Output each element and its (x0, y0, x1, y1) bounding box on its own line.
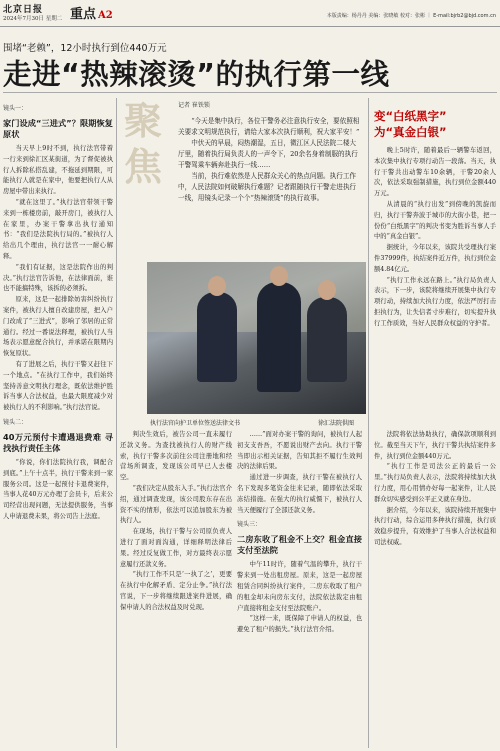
photo-figure (257, 282, 301, 392)
column-2 (120, 430, 232, 750)
sidebar-title-line: 为“真金白银” (374, 125, 447, 139)
lead-paragraph: 当前，执行难依然是人民群众关心的热点问题。执行工作中，人民法院如何破解执行难题？记者跟随执行干警走进执行一线，用镜头记录一个个“热辣滚烫”的执行故事。 (178, 172, 357, 202)
column-3 (237, 430, 362, 750)
scene-2-heading (3, 417, 113, 454)
editor-credits: 本版责编：杨丹丹 美编：张晓敏 校对：张彬 ｜ E-mail:bjrb2@bjd.com.cn (326, 13, 496, 19)
paragraph: “就在这里了。”执行法官带领干警来到一栋楼房前，敲开房门，被执行人在家里，办案干警拿出执行通知书：“我们是法院执行局的。”被执行人给出几个理由，执行法官一一耐心解释。 (3, 198, 113, 260)
column-divider (116, 98, 117, 748)
paragraph: 判决生效后，被告公司一直未履行还款义务。为查找被执行人的财产线索，执行干警多次前往公司注册地和经营场所调查，发现该公司早已人去楼空。 (120, 431, 232, 482)
paragraph: 通过进一步调查，执行干警在被执行人名下发现多笔资金往来记录，随即依法采取冻结措施。在强大的执行威慑下，被执行人当天便履行了全部还款义务。 (237, 474, 362, 514)
scene-1-heading (3, 103, 113, 140)
scene-1-title: 家门设成“三进式”？限期恢复原状 (3, 118, 113, 139)
paragraph: 据介绍，今年以来，该院持续开展集中执行行动，综合运用多种执行措施，执行质效稳步提升，有效维护了当事人合法权益和司法权威。 (374, 506, 496, 546)
paragraph: “我们有证据，这是法院作出的判决。”执行法官告诉他，在法律面前，谁也不能搞特殊，该拆的必须拆。 (3, 263, 113, 293)
column-4 (374, 430, 496, 750)
photo-caption: 执行法官向护卫单位签送法律文书 (150, 420, 241, 427)
sidebar-column (374, 146, 496, 426)
sidebar-title (374, 108, 447, 140)
column-1 (3, 100, 113, 751)
paragraph: “执行工作是司法公正的最后一公里。”执行局负责人表示，法院将持续加大执行力度，用心用情办好每一起案件，让人民群众切实感受到公平正义就在身边。 (374, 463, 496, 503)
photo-figure-head (208, 276, 226, 296)
paragraph: “执行工作不只是‘一执了之’，更要在执行中化解矛盾、定分止争。”执行法官说，下一步将继续跟进案件进展，确保申请人的合法权益及时兑现。 (120, 571, 232, 611)
photo-figure-head (270, 266, 288, 286)
paragraph: 有了进展之后，执行干警又赶往下一个地点。“在执行工作中，我们始终坚持善意文明执行理念，既依法维护胜诉当事人合法权益，也最大限度减少对被执行人的不利影响。”执行法官说。 (3, 360, 113, 412)
news-photo (147, 262, 366, 414)
paragraph: 当天早上9时不到，执行法官带着一行来到徐汇区某街道，为了督促被执行人拆除私搭乱建，不拖延到期限，可能执行人就是在家中，他要把执行人从房屋中带出来执行。 (3, 145, 113, 196)
section-title (70, 3, 113, 22)
photo-credit: 徐汇法院供图 (318, 420, 355, 427)
lead-paragraph: “今天是集中执行，各位干警务必注意执行安全，要依照相关要求文明规范执行，请给大家本次执行顺利，祝大家平安！” (178, 117, 360, 136)
scene-3-label: 镜头三： (237, 521, 262, 529)
paragraph: “你说，你们法院执行我，调配合到底。”上午十点半，执行干警来到一家服务公司。这是一起预付卡退费案件，当事人花40万元办理了会员卡，后来公司经营出现问题，无法提供服务，当事人申请退费未果，将公司告上法庭。 (3, 458, 113, 520)
paragraph: 在现场，执行干警与公司原负责人进行了面对面沟通，详细释明法律后果。经过反复做工作，对方最终表示愿意履行还款义务。 (120, 528, 232, 568)
paragraph: 据统计，今年以来，该院共受理执行案件37999件，执结案件近万件，执行到位金额4.84亿元。 (374, 244, 496, 273)
lead-text (178, 116, 360, 204)
paragraph: 原来，这是一起排除妨害纠纷执行案件，被执行人擅自改建房屋，把入户门改成了“三进式”，影响了邻居的正常通行。经过一番说法释理，被执行人当场表示愿意配合执行，并承诺在限期内恢复原状。 (3, 296, 113, 358)
decorative-character: 聚焦 (123, 98, 162, 189)
paragraph: 从清晨的“执行出发”到傍晚的凯旋而归，执行干警奔波于城市的大街小巷，把一份份“白纸黑字”的判决书变为胜诉当事人手中的“真金白银”。 (374, 200, 496, 241)
scene-3-heading (237, 519, 362, 556)
paragraph: “这样一来，既保障了申请人的权益，也避免了租户的损失。”执行法官介绍。 (237, 615, 362, 634)
photo-figure (307, 297, 347, 382)
scene-2-title: 40万元预付卡遭遇退费难 寻找执行责任主体 (3, 431, 113, 453)
main-headline: 走进“热辣滚烫”的执行第一线 (3, 58, 390, 91)
masthead (0, 0, 500, 27)
paragraph: 晚上5时许，随着最后一辆警车返回，本次集中执行专项行动告一段落。当天，执行干警共出动警车10余辆，干警20余人次，依法采取强制措施，执行到位金额440万元。 (374, 147, 496, 198)
paragraph: 中午11时许，随着气温的攀升，执行干警来到一处出租房屋。原来，这是一起房屋租赁合同纠纷执行案件，二房东收取了租户的租金却未向房东支付，法院依法裁定由租户直接将租金支付至法院账户。 (237, 561, 362, 612)
scene-2-label: 镜头二： (3, 418, 28, 426)
paragraph: “执行工作永远在路上。”执行局负责人表示，下一步，该院将继续开展集中执行专项行动，持续加大执行力度，依法严厉打击拒执行为，让失信者寸步难行，切实提升执行工作质效，当好人民群众权益的守护者。 (374, 276, 496, 327)
column-divider (368, 98, 369, 748)
paragraph: ……”面对办案干警的询问，被执行人起初支支吾吾，不愿说出财产去向。执行干警当即出示相关证据，告知其拒不履行生效判决的法律后果。 (237, 431, 362, 471)
byline: 记者 崔铁锁 (178, 102, 210, 109)
newspaper-logo: 北京日报 (3, 5, 44, 15)
photo-figure-head (318, 280, 336, 300)
paragraph: 法院将依法协助执行，确保款项顺利到位。截至当天下午，执行干警共执结案件多件，执行到位金额440万元。 (374, 431, 496, 460)
headline-rule (3, 92, 497, 93)
sidebar-title-line: 变“白纸黑字” (374, 109, 447, 123)
issue-date: 2024年7月30日 星期二 (3, 16, 63, 22)
scene-3-title: 二房东收了租金不上交？租金直接支付至法院 (237, 534, 362, 556)
scene-1-label: 镜头一： (3, 105, 28, 112)
section-name: 重点 (70, 7, 97, 22)
photo-figure (197, 292, 237, 382)
paragraph: “我们决定从股东入手。”执行法官介绍，通过调查发现，该公司股东存在出资不实的情形，依法可以追加股东为被执行人。 (120, 484, 232, 525)
lead-paragraph: 中伏天的早晨，闷热潮湿，五日，微江区人民法院二楼大厅里，随着执行局负责人的一声令下，20余名身着制服的执行干警驾乘车辆奔赴执行一线…… (178, 139, 358, 169)
headline-kicker: 围堵“老赖”，12小时执行到位440万元 (3, 43, 167, 54)
page-code: A2 (98, 10, 113, 21)
